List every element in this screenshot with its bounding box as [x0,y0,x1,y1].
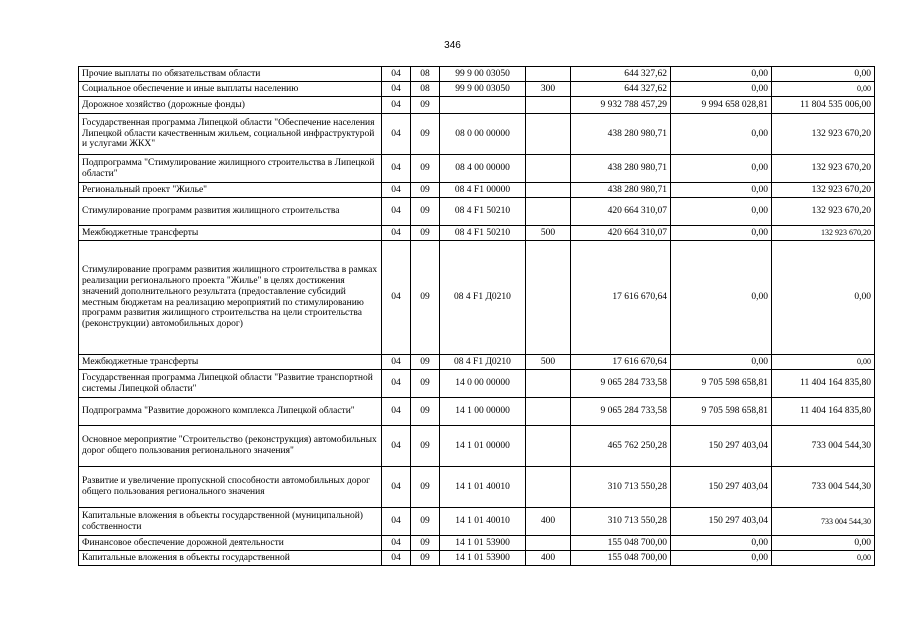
row-amount-3: 733 004 544,30 [772,426,875,467]
row-name: Развитие и увеличение пропускной способности автомобильных дорог общего пользования регионального значения [79,467,382,508]
row-name: Подпрограмма "Развитие дорожного комплекса Липецкой области" [79,398,382,426]
row-amount-2: 0,00 [671,241,772,355]
row-amount-3: 132 923 670,20 [772,155,875,183]
table-row [79,426,875,467]
row-name: Подпрограмма "Стимулирование жилищного строительства в Липецкой области" [79,155,382,183]
row-section: 04 [382,426,411,467]
row-target-article: 08 4 F1 Д0210 [440,241,526,355]
row-name: Прочие выплаты по обязательствам области [79,67,382,82]
row-amount-1: 465 762 250,28 [571,426,671,467]
row-amount-3: 0,00 [772,551,875,566]
row-target-article: 08 4 F1 50210 [440,226,526,241]
row-expense-type [526,155,571,183]
row-expense-type [526,183,571,198]
row-amount-2: 9 705 598 658,81 [671,370,772,398]
row-amount-1: 438 280 980,71 [571,155,671,183]
row-target-article: 14 1 01 53900 [440,536,526,551]
row-section: 04 [382,198,411,226]
row-section: 04 [382,551,411,566]
row-expense-type [526,467,571,508]
row-amount-1: 438 280 980,71 [571,114,671,155]
row-target-article: 08 4 F1 00000 [440,183,526,198]
row-amount-2: 0,00 [671,355,772,370]
row-section: 04 [382,467,411,508]
table-row [79,241,875,355]
row-target-article: 99 9 00 03050 [440,82,526,97]
row-amount-2: 0,00 [671,183,772,198]
row-expense-type: 400 [526,551,571,566]
row-amount-2: 150 297 403,04 [671,426,772,467]
row-amount-3: 132 923 670,20 [772,114,875,155]
row-amount-2: 0,00 [671,536,772,551]
table-row [79,467,875,508]
row-expense-type [526,67,571,82]
row-amount-1: 420 664 310,07 [571,198,671,226]
row-expense-type [526,370,571,398]
row-subsection: 09 [411,426,440,467]
row-section: 04 [382,398,411,426]
row-name: Государственная программа Липецкой области "Обеспечение населения Липецкой области качественным жильем, социальной инфраструктурой и услугами ЖКХ" [79,114,382,155]
row-target-article: 14 1 00 00000 [440,398,526,426]
row-section: 04 [382,155,411,183]
row-subsection: 09 [411,551,440,566]
table-row [79,67,875,82]
row-subsection: 09 [411,183,440,198]
row-name: Государственная программа Липецкой области "Развитие транспортной системы Липецкой области" [79,370,382,398]
row-amount-3: 11 404 164 835,80 [772,398,875,426]
row-target-article: 08 4 00 00000 [440,155,526,183]
row-target-article: 14 0 00 00000 [440,370,526,398]
table-body [79,67,875,566]
row-name: Региональный проект "Жилье" [79,183,382,198]
row-amount-1: 155 048 700,00 [571,551,671,566]
row-amount-2: 0,00 [671,114,772,155]
row-amount-2: 9 705 598 658,81 [671,398,772,426]
row-amount-3: 132 923 670,20 [772,183,875,198]
row-section: 04 [382,226,411,241]
row-amount-3: 0,00 [772,536,875,551]
table-row [79,183,875,198]
row-amount-1: 155 048 700,00 [571,536,671,551]
row-name: Стимулирование программ развития жилищного строительства [79,198,382,226]
row-name: Стимулирование программ развития жилищного строительства в рамках реализации регионального проекта "Жилье" в целях достижения значений дополнительного результата (предоставление субсидий местным бюджетам на реализацию мероприятий по стимулированию программ развития жилищного строительства на цели строительства (реконструкции) автомобильных дорог) [79,241,382,355]
row-target-article: 08 4 F1 50210 [440,198,526,226]
row-amount-1: 310 713 550,28 [571,508,671,536]
table-row [79,82,875,97]
row-subsection: 09 [411,398,440,426]
row-expense-type: 400 [526,508,571,536]
table-row [79,398,875,426]
row-name: Капитальные вложения в объекты государственной [79,551,382,566]
row-expense-type [526,198,571,226]
row-target-article: 14 1 01 00000 [440,426,526,467]
row-section: 04 [382,183,411,198]
row-expense-type: 500 [526,355,571,370]
table-row [79,114,875,155]
row-subsection: 09 [411,198,440,226]
row-target-article: 14 1 01 40010 [440,508,526,536]
row-section: 04 [382,67,411,82]
row-section: 04 [382,355,411,370]
row-amount-2: 150 297 403,04 [671,467,772,508]
row-section: 04 [382,370,411,398]
row-amount-1: 310 713 550,28 [571,467,671,508]
row-name: Социальное обеспечение и иные выплаты населению [79,82,382,97]
row-section: 04 [382,536,411,551]
row-amount-3: 0,00 [772,67,875,82]
row-amount-3: 11 804 535 006,00 [772,97,875,114]
page-number: 346 [444,40,461,51]
row-amount-3: 733 004 544,30 [772,467,875,508]
row-target-article: 99 9 00 03050 [440,67,526,82]
row-amount-3: 733 004 544,30 [772,508,875,536]
row-subsection: 09 [411,226,440,241]
row-subsection: 09 [411,355,440,370]
row-amount-1: 17 616 670,64 [571,355,671,370]
row-amount-3: 132 923 670,20 [772,226,875,241]
row-expense-type [526,536,571,551]
row-amount-1: 644 327,62 [571,67,671,82]
row-amount-3: 0,00 [772,82,875,97]
row-subsection: 09 [411,114,440,155]
row-amount-3: 11 404 164 835,80 [772,370,875,398]
row-amount-3: 0,00 [772,355,875,370]
row-subsection: 09 [411,536,440,551]
row-amount-2: 0,00 [671,226,772,241]
row-subsection: 09 [411,467,440,508]
row-subsection: 09 [411,241,440,355]
row-amount-2: 0,00 [671,551,772,566]
row-section: 04 [382,508,411,536]
row-subsection: 09 [411,97,440,114]
row-amount-1: 420 664 310,07 [571,226,671,241]
row-target-article: 08 4 F1 Д0210 [440,355,526,370]
row-subsection: 08 [411,82,440,97]
row-section: 04 [382,114,411,155]
table-row [79,226,875,241]
row-expense-type [526,114,571,155]
row-amount-1: 438 280 980,71 [571,183,671,198]
row-amount-2: 150 297 403,04 [671,508,772,536]
table-row [79,536,875,551]
row-amount-2: 0,00 [671,67,772,82]
row-subsection: 09 [411,155,440,183]
row-section: 04 [382,97,411,114]
row-amount-3: 132 923 670,20 [772,198,875,226]
row-amount-1: 9 065 284 733,58 [571,398,671,426]
row-expense-type [526,241,571,355]
row-subsection: 08 [411,67,440,82]
table-row [79,198,875,226]
row-subsection: 09 [411,508,440,536]
row-expense-type [526,426,571,467]
row-amount-2: 0,00 [671,155,772,183]
row-expense-type: 500 [526,226,571,241]
row-target-article: 14 1 01 40010 [440,467,526,508]
row-amount-3: 0,00 [772,241,875,355]
row-name: Межбюджетные трансферты [79,355,382,370]
table-row [79,355,875,370]
table-row [79,370,875,398]
row-expense-type [526,398,571,426]
row-amount-2: 0,00 [671,82,772,97]
row-target-article: 14 1 01 53900 [440,551,526,566]
table-row [79,551,875,566]
row-name: Капитальные вложения в объекты государственной (муниципальной) собственности [79,508,382,536]
row-name: Основное мероприятие "Строительство (реконструкция) автомобильных дорог общего пользования регионального значения" [79,426,382,467]
row-section: 04 [382,241,411,355]
table-row [79,97,875,114]
row-name: Межбюджетные трансферты [79,226,382,241]
row-amount-2: 0,00 [671,198,772,226]
row-amount-1: 17 616 670,64 [571,241,671,355]
row-target-article: 08 0 00 00000 [440,114,526,155]
row-amount-1: 9 932 788 457,29 [571,97,671,114]
row-amount-1: 644 327,62 [571,82,671,97]
row-name: Дорожное хозяйство (дорожные фонды) [79,97,382,114]
row-expense-type [526,97,571,114]
row-target-article [440,97,526,114]
row-section: 04 [382,82,411,97]
row-amount-2: 9 994 658 028,81 [671,97,772,114]
table-row [79,155,875,183]
row-expense-type: 300 [526,82,571,97]
table-row [79,508,875,536]
row-subsection: 09 [411,370,440,398]
budget-table [78,66,875,566]
row-name: Финансовое обеспечение дорожной деятельности [79,536,382,551]
row-amount-1: 9 065 284 733,58 [571,370,671,398]
